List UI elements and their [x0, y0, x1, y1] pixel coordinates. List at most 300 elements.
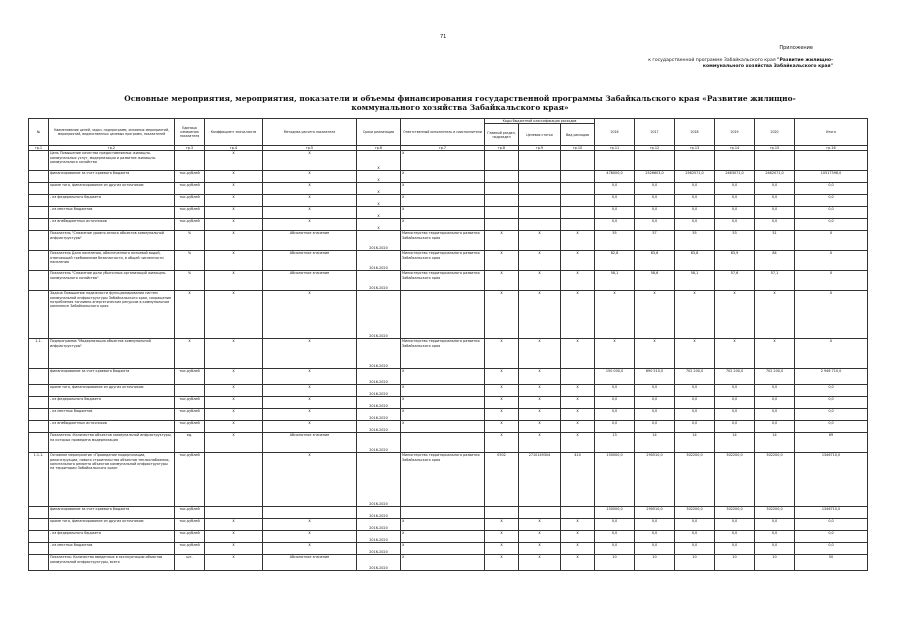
cell-col-16 [795, 151, 868, 171]
cell-col-4: Х [205, 409, 263, 421]
cell-col-15: 302200,0 [755, 507, 795, 519]
column-number-cell: гр.16 [795, 146, 868, 151]
cell-col-10: Х [561, 291, 595, 339]
cell-col-13: 702 200,0 [675, 369, 715, 385]
cell-col-9 [519, 207, 561, 219]
cell-col-6: 2016-2020 [357, 555, 401, 571]
cell-col-3: тыс.рублей [175, 369, 205, 385]
cell-col-3: Х [175, 291, 205, 339]
cell-col-14: 0,0 [715, 519, 755, 531]
cell-col-7: Х [401, 369, 485, 385]
table-row [29, 519, 868, 531]
cell-col-2: Показатель "Снижение уровня износа объектов коммунальной инфраструктуры" [49, 231, 175, 251]
column-number-cell: гр.6 [357, 146, 401, 151]
cell-col-6: 2016-2020 [357, 409, 401, 421]
cell-col-1 [29, 507, 49, 519]
header-2019: 2019 [715, 119, 755, 146]
cell-col-9 [519, 195, 561, 207]
cell-col-11: 150 000,0 [595, 369, 635, 385]
cell-col-13: 0,0 [675, 183, 715, 195]
cell-col-13: 0,0 [675, 207, 715, 219]
table-row [29, 433, 868, 453]
cell-col-9: Х [519, 251, 561, 271]
cell-col-9: Х [519, 339, 561, 369]
cell-col-6: 2016-2020 [357, 543, 401, 555]
cell-col-10: Х [561, 251, 595, 271]
cell-col-13: 14 [675, 433, 715, 453]
cell-col-5: Абсолютное значение [263, 231, 357, 251]
column-number-cell: гр.7 [401, 146, 485, 151]
cell-col-14: 0,0 [715, 421, 755, 433]
cell-col-13: 302200,0 [675, 453, 715, 507]
cell-col-14: 0,0 [715, 207, 755, 219]
cell-col-1 [29, 195, 49, 207]
cell-col-15: 0,0 [755, 183, 795, 195]
cell-col-4: Х [205, 543, 263, 555]
cell-col-2: - из местных бюджетов [49, 543, 175, 555]
cell-col-13 [675, 151, 715, 171]
cell-col-5: Х [263, 369, 357, 385]
cell-col-1 [29, 183, 49, 195]
cell-col-6: Х [357, 219, 401, 231]
cell-col-8: Х [485, 385, 519, 397]
cell-col-9: 2710149304 [519, 453, 561, 507]
cell-col-7: Министерство территориального развития Забайкальского края [401, 231, 485, 251]
cell-col-12: 0,0 [635, 219, 675, 231]
cell-col-16: 0,0 [795, 531, 868, 543]
cell-col-7: Х [401, 397, 485, 409]
cell-col-1 [29, 543, 49, 555]
cell-col-2: - из местных бюджетов [49, 409, 175, 421]
cell-col-3: % [175, 271, 205, 291]
program-ref-prefix: к государственной программе Забайкальского края [648, 58, 778, 63]
cell-col-11: 58,1 [595, 271, 635, 291]
cell-col-13: 55 [675, 231, 715, 251]
cell-col-16: 0,0 [795, 421, 868, 433]
cell-col-13: 10 [675, 555, 715, 571]
cell-col-1 [29, 219, 49, 231]
header-2016: 2016 [595, 119, 635, 146]
cell-col-16: Х [795, 251, 868, 271]
cell-col-2: - из внебюджетных источников [49, 219, 175, 231]
cell-col-7: Министерство территориального развития Забайкальского края [401, 251, 485, 271]
cell-col-1 [29, 433, 49, 453]
cell-col-1 [29, 251, 49, 271]
cell-col-5: Х [263, 421, 357, 433]
cell-col-11: 0,0 [595, 421, 635, 433]
cell-col-9 [519, 507, 561, 519]
cell-col-3: тыс.рублей [175, 519, 205, 531]
cell-col-2: Основное мероприятие «Проведение модернизации, реконструкции, нового строительства объектов теплоснабжения, капитального ремонта объектов коммунальной инфраструктуры на территории Забайкальского края» [49, 453, 175, 507]
cell-col-16: 0,0 [795, 543, 868, 555]
page-number: 71 [440, 34, 447, 40]
cell-col-15: 302200,0 [755, 453, 795, 507]
header-2020: 2020 [755, 119, 795, 146]
table-row [29, 251, 868, 271]
cell-col-12: 0,0 [635, 519, 675, 531]
cell-col-6: 2016-2020 [357, 507, 401, 519]
cell-col-11: 150000,0 [595, 507, 635, 519]
cell-col-10 [561, 171, 595, 183]
cell-col-2: финансирование за счет краевого бюджета [49, 171, 175, 183]
cell-col-16: 50 [795, 555, 868, 571]
cell-col-9 [519, 171, 561, 183]
cell-col-6: Х [357, 195, 401, 207]
cell-col-12: 290510,0 [635, 507, 675, 519]
cell-col-12: 0,0 [635, 531, 675, 543]
cell-col-5: Х [263, 385, 357, 397]
cell-col-6: 2016-2020 [357, 339, 401, 369]
cell-col-12: 0,0 [635, 397, 675, 409]
cell-col-2: финансирование за счет краевого бюджета [49, 369, 175, 385]
header-unit: Единица измерения показателя [175, 119, 205, 146]
cell-col-14: 0,0 [715, 195, 755, 207]
cell-col-16: 1346710,0 [795, 507, 868, 519]
cell-col-6: 2016-2020 [357, 271, 401, 291]
cell-col-5 [263, 507, 357, 519]
cell-col-2: кроме того, финансирование из других источников: [49, 183, 175, 195]
cell-col-3: тыс.рублей [175, 171, 205, 183]
cell-col-10: Х [561, 543, 595, 555]
header-section: Главный раздел, подраздел [485, 124, 519, 146]
cell-col-9: Х [519, 369, 561, 385]
cell-col-11: 0,0 [595, 519, 635, 531]
cell-col-16: 0,0 [795, 183, 868, 195]
cell-col-5: Абсолютное значение [263, 555, 357, 571]
cell-col-8: Х [485, 271, 519, 291]
cell-col-8: Х [485, 251, 519, 271]
cell-col-13: 0,0 [675, 421, 715, 433]
cell-col-10: 414 [561, 453, 595, 507]
cell-col-13: Х [675, 339, 715, 369]
column-number-cell: гр.4 [205, 146, 263, 151]
cell-col-10 [561, 195, 595, 207]
header-total: Итого [795, 119, 868, 146]
cell-col-15: 57,1 [755, 271, 795, 291]
cell-col-7: Х [401, 409, 485, 421]
cell-col-1 [29, 171, 49, 183]
cell-col-11: 0,0 [595, 397, 635, 409]
cell-col-4: Х [205, 339, 263, 369]
cell-col-5: Х [263, 207, 357, 219]
cell-col-12: 57 [635, 231, 675, 251]
column-number-cell: гр.3 [175, 146, 205, 151]
cell-col-8: Х [485, 231, 519, 251]
cell-col-7 [401, 433, 485, 453]
cell-col-11: 0,0 [595, 195, 635, 207]
cell-col-4: Х [205, 519, 263, 531]
cell-col-2: - из федерального бюджета [49, 195, 175, 207]
header-name: Наименование целей, задач, подпрограмм, основных мероприятий, мероприятий, ведомственных целевых программ, показателей [49, 119, 175, 146]
cell-col-4: Х [205, 251, 263, 271]
cell-col-5: Х [263, 183, 357, 195]
cell-col-7 [401, 507, 485, 519]
cell-col-1 [29, 519, 49, 531]
cell-col-4: Х [205, 231, 263, 251]
cell-col-6: 2016-2020 [357, 421, 401, 433]
column-number-cell: гр.14 [715, 146, 755, 151]
cell-col-5: Х [263, 219, 357, 231]
cell-col-12: 14 [635, 433, 675, 453]
header-budget-codes: Коды бюджетной классификации расходов [485, 119, 595, 124]
cell-col-4: Х [205, 183, 263, 195]
cell-col-9: Х [519, 271, 561, 291]
cell-col-14: 302200,0 [715, 507, 755, 519]
cell-col-14: 0,0 [715, 409, 755, 421]
cell-col-12: 0,0 [635, 421, 675, 433]
cell-col-15: 0,0 [755, 421, 795, 433]
cell-col-11: Х [595, 291, 635, 339]
cell-col-6: 2016-2020 [357, 231, 401, 251]
cell-col-12: 290510,0 [635, 453, 675, 507]
cell-col-15: 2462071,0 [755, 171, 795, 183]
cell-col-10: Х [561, 339, 595, 369]
cell-col-4: Х [205, 151, 263, 171]
table-row [29, 385, 868, 397]
cell-col-16: 0,0 [795, 397, 868, 409]
cell-col-3: тыс.рублей [175, 409, 205, 421]
cell-col-6: 2016-2020 [357, 369, 401, 385]
cell-col-7: Х [401, 183, 485, 195]
cell-col-3: тыс.рублей [175, 507, 205, 519]
cell-col-11: 0,0 [595, 385, 635, 397]
table-row [29, 151, 868, 171]
header-target-article: Целевая статья [519, 124, 561, 146]
cell-col-4: Х [205, 555, 263, 571]
cell-col-6: Х [357, 171, 401, 183]
cell-col-8 [485, 171, 519, 183]
cell-col-8: Х [485, 291, 519, 339]
cell-col-12: 10 [635, 555, 675, 571]
table-row [29, 369, 868, 385]
cell-col-16: 10517398,0 [795, 171, 868, 183]
column-number-cell: гр.12 [635, 146, 675, 151]
cell-col-14: 302200,0 [715, 453, 755, 507]
cell-col-4: Х [205, 291, 263, 339]
cell-col-5: Х [263, 453, 357, 507]
cell-col-4: Х [205, 219, 263, 231]
cell-col-14: 0,0 [715, 183, 755, 195]
cell-col-8 [485, 195, 519, 207]
cell-col-12: 2526603,0 [635, 171, 675, 183]
cell-col-5: Х [263, 397, 357, 409]
cell-col-10: Х [561, 409, 595, 421]
cell-col-15 [755, 151, 795, 171]
table-row [29, 207, 868, 219]
cell-col-6: 2016-2020 [357, 385, 401, 397]
cell-col-4: Х [205, 369, 263, 385]
table-row [29, 219, 868, 231]
cell-col-5: Х [263, 195, 357, 207]
cell-col-6: Х [357, 151, 401, 171]
table-row [29, 171, 868, 183]
cell-col-16: 0,0 [795, 195, 868, 207]
cell-col-10: Х [561, 421, 595, 433]
cell-col-3: Х [175, 339, 205, 369]
cell-col-1 [29, 555, 49, 571]
cell-col-8: Х [485, 519, 519, 531]
cell-col-5: Х [263, 531, 357, 543]
cell-col-14: Х [715, 339, 755, 369]
cell-col-7: Х [401, 555, 485, 571]
cell-col-2: - из федерального бюджета [49, 397, 175, 409]
cell-col-1 [29, 231, 49, 251]
cell-col-10 [561, 507, 595, 519]
column-number-cell: гр.2 [49, 146, 175, 151]
header-2018: 2018 [675, 119, 715, 146]
cell-col-9 [519, 183, 561, 195]
cell-col-13: 0,0 [675, 531, 715, 543]
cell-col-13: 83,8 [675, 251, 715, 271]
column-number-cell: гр.10 [561, 146, 595, 151]
cell-col-4: Х [205, 433, 263, 453]
cell-col-2: Задача Повышение надежности функционирования систем коммунальной инфраструктуры Забайкальского края, сокращение потребления топливно-энергетических ресурсов в коммунальном комплексе Забайкальского края [49, 291, 175, 339]
cell-col-15: Х [755, 291, 795, 339]
cell-col-11: 13 [595, 433, 635, 453]
cell-col-14: 83,9 [715, 251, 755, 271]
table-row [29, 195, 868, 207]
cell-col-13: 0,0 [675, 519, 715, 531]
cell-col-7: Х [401, 151, 485, 171]
cell-col-5: Х [263, 291, 357, 339]
cell-col-13: 0,0 [675, 385, 715, 397]
cell-col-7: Х [401, 543, 485, 555]
cell-col-4: Х [205, 271, 263, 291]
document-title: Основные мероприятия, мероприятия, показатели и объемы финансирования государственной программы Забайкальского края «Развитие жилищно-коммунального хозяйства Забайкальского края» [124, 94, 796, 112]
cell-col-13: 0,0 [675, 543, 715, 555]
cell-col-5: Х [263, 409, 357, 421]
cell-col-9: Х [519, 397, 561, 409]
cell-col-12: 83,6 [635, 251, 675, 271]
cell-col-14: 2463071,0 [715, 171, 755, 183]
header-expense-type: Вид расходов [561, 124, 595, 146]
cell-col-13: 58,1 [675, 271, 715, 291]
cell-col-12: 0,0 [635, 195, 675, 207]
cell-col-3: шт. [175, 555, 205, 571]
cell-col-16: Х [795, 271, 868, 291]
cell-col-7: Х [401, 421, 485, 433]
column-number-cell: гр.9 [519, 146, 561, 151]
cell-col-11: 82,8 [595, 251, 635, 271]
cell-col-1 [29, 421, 49, 433]
cell-col-7 [401, 291, 485, 339]
cell-col-3: тыс.рублей [175, 421, 205, 433]
cell-col-10: Х [561, 555, 595, 571]
column-number-cell: гр.15 [755, 146, 795, 151]
cell-col-3: тыс.рублей [175, 195, 205, 207]
table-row [29, 531, 868, 543]
cell-col-6: 2016-2020 [357, 453, 401, 507]
cell-col-8: Х [485, 409, 519, 421]
cell-col-13: Х [675, 291, 715, 339]
cell-col-14: 0,0 [715, 397, 755, 409]
table-row [29, 231, 868, 251]
table-row [29, 291, 868, 339]
cell-col-3: тыс.рублей [175, 397, 205, 409]
cell-col-11: 0,0 [595, 219, 635, 231]
cell-col-15: 0,0 [755, 207, 795, 219]
cell-col-2: - из федерального бюджета [49, 531, 175, 543]
cell-col-11: 10 [595, 555, 635, 571]
cell-col-12: Х [635, 291, 675, 339]
cell-col-3: % [175, 251, 205, 271]
cell-col-9: Х [519, 433, 561, 453]
cell-col-1: 1.1.1. [29, 453, 49, 507]
cell-col-4: Х [205, 531, 263, 543]
cell-col-9 [519, 151, 561, 171]
cell-col-6: 2016-2020 [357, 251, 401, 271]
cell-col-10 [561, 207, 595, 219]
header-2017: 2017 [635, 119, 675, 146]
cell-col-14 [715, 151, 755, 171]
cell-col-13: 0,0 [675, 195, 715, 207]
cell-col-7: Х [401, 531, 485, 543]
cell-col-12: Х [635, 339, 675, 369]
cell-col-10: Х [561, 271, 595, 291]
cell-col-15: 51 [755, 231, 795, 251]
cell-col-9: Х [519, 519, 561, 531]
cell-col-7: Х [401, 385, 485, 397]
cell-col-11: 0,0 [595, 543, 635, 555]
cell-col-7: Министерство территориального развития Забайкальского края [401, 453, 485, 507]
cell-col-10: Х [561, 519, 595, 531]
table-row [29, 453, 868, 507]
cell-col-16: 0,0 [795, 519, 868, 531]
cell-col-2: - из местных бюджетов [49, 207, 175, 219]
cell-col-13: 302200,0 [675, 507, 715, 519]
cell-col-13: 0,0 [675, 409, 715, 421]
table-row [29, 271, 868, 291]
cell-col-14: 53 [715, 231, 755, 251]
cell-col-11: Х [595, 339, 635, 369]
cell-col-15: 0,0 [755, 397, 795, 409]
cell-col-12 [635, 151, 675, 171]
table-row [29, 543, 868, 555]
cell-col-12: 58,6 [635, 271, 675, 291]
cell-col-4: Х [205, 421, 263, 433]
cell-col-6: 2016-2020 [357, 519, 401, 531]
cell-col-16: 0,0 [795, 409, 868, 421]
cell-col-4: Х [205, 171, 263, 183]
cell-col-4: Х [205, 397, 263, 409]
cell-col-6: Х [357, 207, 401, 219]
cell-col-3: тыс.рублей [175, 531, 205, 543]
cell-col-9: Х [519, 291, 561, 339]
cell-col-8: 0502 [485, 453, 519, 507]
cell-col-10: Х [561, 397, 595, 409]
cell-col-14: 0,0 [715, 219, 755, 231]
cell-col-16: 0,0 [795, 219, 868, 231]
column-number-cell: гр.11 [595, 146, 635, 151]
cell-col-15: 10 [755, 555, 795, 571]
cell-col-11: 55 [595, 231, 635, 251]
cell-col-14: 57,6 [715, 271, 755, 291]
cell-col-2: Подпрограмма "Модернизация объектов коммунальной инфраструктуры" [49, 339, 175, 369]
cell-col-1 [29, 151, 49, 171]
cell-col-1: 1.1. [29, 339, 49, 369]
cell-col-7: Х [401, 519, 485, 531]
cell-col-5: Х [263, 519, 357, 531]
cell-col-11: 150000,0 [595, 453, 635, 507]
cell-col-9: Х [519, 531, 561, 543]
cell-col-5: Абсолютное значение [263, 251, 357, 271]
cell-col-11: 0,0 [595, 409, 635, 421]
cell-col-8: Х [485, 339, 519, 369]
cell-col-16: 2 946 710,0 [795, 369, 868, 385]
cell-col-2: Показатель: Количество введенных в эксплуатацию объектов коммунальной инфраструктуры, всего [49, 555, 175, 571]
cell-col-8: Х [485, 433, 519, 453]
cell-col-2: кроме того, финансирование из других источников: [49, 385, 175, 397]
